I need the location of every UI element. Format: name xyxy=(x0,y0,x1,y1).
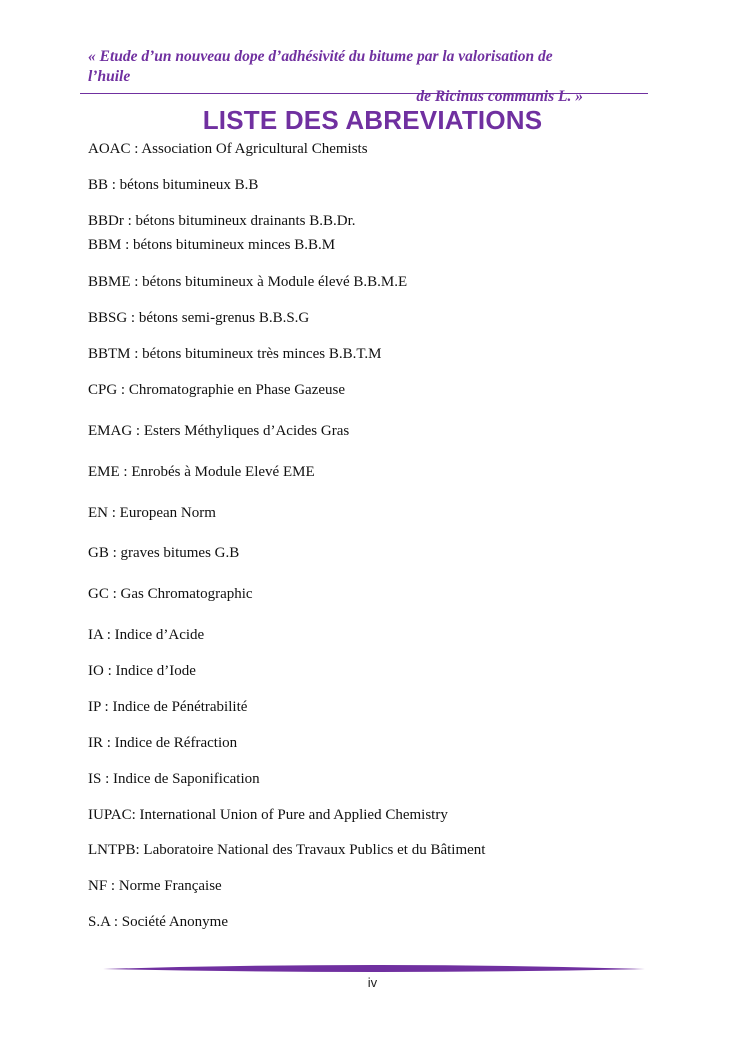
abbreviation-bbdr: BBDr : bétons bitumineux drainants B.B.Dr. xyxy=(88,213,356,229)
page-number: iv xyxy=(367,975,378,990)
abbreviation-ia: IA : Indice d’Acide xyxy=(88,627,205,643)
abbreviation-io: IO : Indice d’Iode xyxy=(88,663,196,679)
abbreviation-bbtm: BBTM : bétons bitumineux très minces B.B.T.M xyxy=(88,346,382,362)
abbreviation-sa: S.A : Société Anonyme xyxy=(88,914,228,930)
abbreviation-bb: BB : bétons bitumineux B.B xyxy=(88,177,259,193)
abbreviation-eme: EME : Enrobés à Module Elevé EME xyxy=(88,464,315,480)
abbreviation-gc: GC : Gas Chromatographic xyxy=(88,586,253,602)
abbreviation-nf: NF : Norme Française xyxy=(88,878,222,894)
page-title: LISTE DES ABREVIATIONS xyxy=(202,105,543,135)
abbreviation-bbm: BBM : bétons bitumineux minces B.B.M xyxy=(88,237,336,253)
abbreviation-lntpb: LNTPB: Laboratoire National des Travaux Publics et du Bâtiment xyxy=(88,842,486,858)
running-header-line-1: « Etude d’un nouveau dope d’adhésivité du bitume par la valorisation de l’huile xyxy=(88,48,553,85)
abbreviation-ip: IP : Indice de Pénétrabilité xyxy=(88,699,248,715)
abbreviation-is: IS : Indice de Saponification xyxy=(88,771,260,787)
abbreviation-ir: IR : Indice de Réfraction xyxy=(88,735,238,751)
footer-decorative-rule xyxy=(103,963,645,975)
abbreviation-en: EN : European Norm xyxy=(88,505,216,521)
abbreviation-bbme: BBME : bétons bitumineux à Module élevé B.B.M.E xyxy=(88,274,408,290)
running-header xyxy=(88,47,583,107)
abbreviation-bbsg: BBSG : bétons semi-grenus B.B.S.G xyxy=(88,310,310,326)
running-header-line-2: de Ricinus communis L. » xyxy=(416,88,583,105)
abbreviation-emag: EMAG : Esters Méthyliques d’Acides Gras xyxy=(88,423,350,439)
header-divider xyxy=(80,93,648,94)
abbreviation-cpg: CPG : Chromatographie en Phase Gazeuse xyxy=(88,382,346,398)
abbreviation-aoac: AOAC : Association Of Agricultural Chemists xyxy=(88,141,368,157)
abbreviation-iupac: IUPAC: International Union of Pure and Applied Chemistry xyxy=(88,807,448,823)
abbreviation-gb: GB : graves bitumes G.B xyxy=(88,545,240,561)
